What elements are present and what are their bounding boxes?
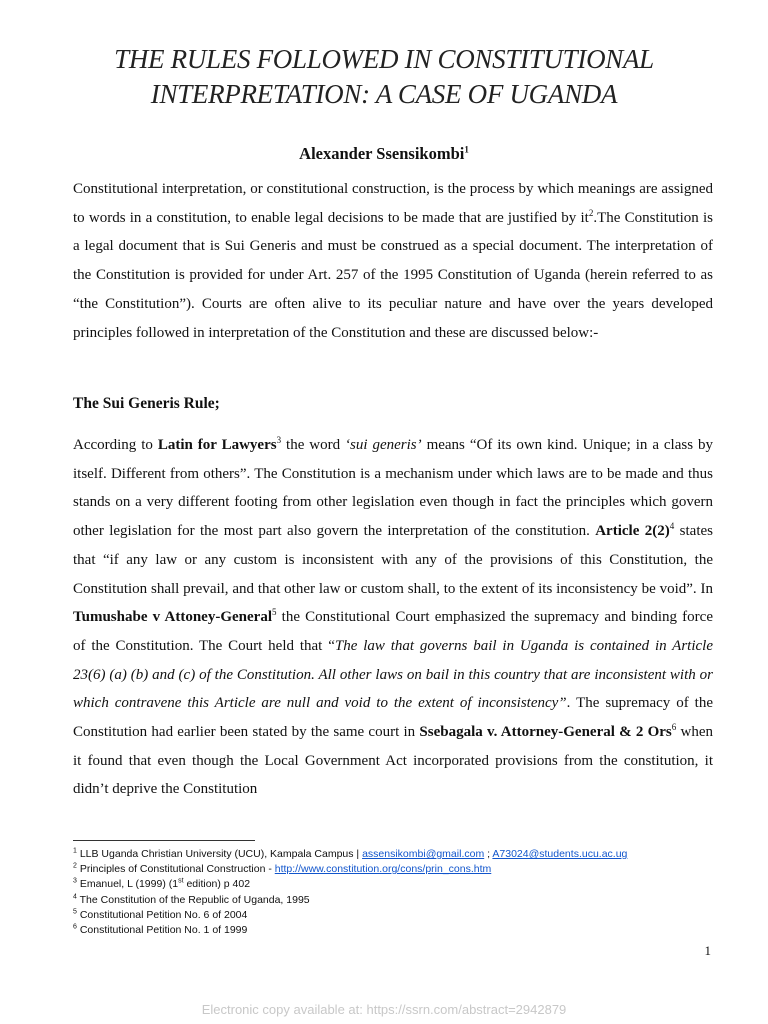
intro-text: Constitutional interpretation, or constitutional construction, is the process by which meanings are assigned to words in a constitution, to enable legal decisions to be made that are justified by it: [73, 181, 713, 226]
para-text: when it found that even though the Local Government Act incorporated provisions from the constitution, it didn’t deprive the Constitution: [73, 724, 714, 798]
case-name: Tumushabe v Attoney-General: [73, 609, 272, 626]
url-link[interactable]: http://www.constitution.org/cons/prin_cons.htm: [274, 863, 492, 876]
email-link[interactable]: assensikombi@gmail.com: [362, 848, 485, 860]
para-text: states that “if any law or any custom is inconsistent with any of the provisions of this Constitution, the Constitution shall prevail, and that other law or custom shall, to the extent of its inconsistency be void”. In: [73, 523, 713, 597]
para-text: means “Of its own kind. Unique; in a class by itself. Different from others”. The Constitution is a mechanism under which laws are to be made and thus stands on a very different footing from other legislation even though in fact the principles which govern other legislation for the most part also govern the interpretation of the constitution.: [73, 437, 713, 540]
para-text: the word: [281, 437, 346, 453]
intro-text-cont: .The Constitution is a legal document that is Sui Generis and must be construed as a special document. The interpretation of the Constitution is provided for under Art. 257 of the 1995 Constitution of Uganda (herein referred to as “the Constitution”). Courts are often alive to its peculiar nature and have over the years developed principles followed in interpretation of the Constitution and these are discussed below:-: [73, 209, 713, 341]
para-text: the Constitutional Court emphasized the supremacy and binding force of the Constitution. The Court held that “: [73, 609, 713, 654]
footnote-1: $^1$ LLB Uganda Christian University (UCU), Kampala Campus | assensikombi@gmail.com ; A73024@students.ucu.ac.ug: [73, 847, 628, 860]
court-quote: The law that governs bail in Uganda is contained in Article 23(6) (a) (b) and (c) of the Constitution. All other laws on bail in this country that are inconsistent with or which contravene this Article are null and void to the extent of inconsistency”: [73, 637, 713, 712]
footnote-ref[interactable]: 5: [271, 607, 277, 618]
title-line-2: INTERPRETATION: A CASE OF UGANDA: [150, 79, 618, 109]
footnote-3: $^3$ Emanuel, L (1999) (1st edition) p 402: [73, 877, 251, 891]
ssrn-watermark: Electronic copy available at: https://ssrn.com/abstract=2942879: [201, 1002, 567, 1017]
title-line-1: THE RULES FOLLOWED IN CONSTITUTIONAL: [114, 44, 654, 74]
para-text: . The supremacy of the Constitution had earlier been stated by the same court in: [73, 695, 713, 741]
footnote-ref[interactable]: 3: [276, 435, 282, 445]
section-heading: The Sui Generis Rule;: [73, 395, 220, 412]
footnote-5: $^5$ Constitutional Petition No. 6 of 2004: [73, 908, 248, 921]
sui-generis-paragraph: [73, 431, 713, 804]
intro-paragraph: [73, 175, 713, 347]
footnote-4: $^4$ The Constitution of the Republic of Uganda, 1995: [73, 893, 310, 906]
author-text: Alexander Ssensikombi: [299, 144, 465, 163]
paper-title: [60, 42, 708, 112]
article-ref: Article 2(2): [595, 523, 670, 540]
footnote-2: $^2$ Principles of Constitutional Construction - http://www.constitution.org/cons/prin_cons.htm: [73, 862, 492, 876]
email-link[interactable]: A73024@students.ucu.ac.ug: [492, 848, 628, 860]
footnote-ref[interactable]: 4: [669, 521, 675, 532]
term: ‘sui generis’: [345, 437, 422, 453]
footnote-ref[interactable]: 2: [588, 207, 594, 218]
para-text: According to: [73, 437, 158, 453]
footnote-divider: [73, 840, 255, 841]
footnotes: [73, 847, 713, 938]
footnote-6: $^6$ Constitutional Petition No. 1 of 1999: [73, 923, 248, 937]
case-name: Ssebagala v. Attorney-General & 2 Ors: [419, 724, 672, 741]
book-title: Latin for Lawyers: [157, 437, 277, 453]
page-number: 1: [704, 943, 711, 958]
footnote-ref[interactable]: 1: [464, 144, 469, 155]
author-name: [0, 144, 768, 164]
footnote-ref[interactable]: 6: [671, 722, 677, 733]
